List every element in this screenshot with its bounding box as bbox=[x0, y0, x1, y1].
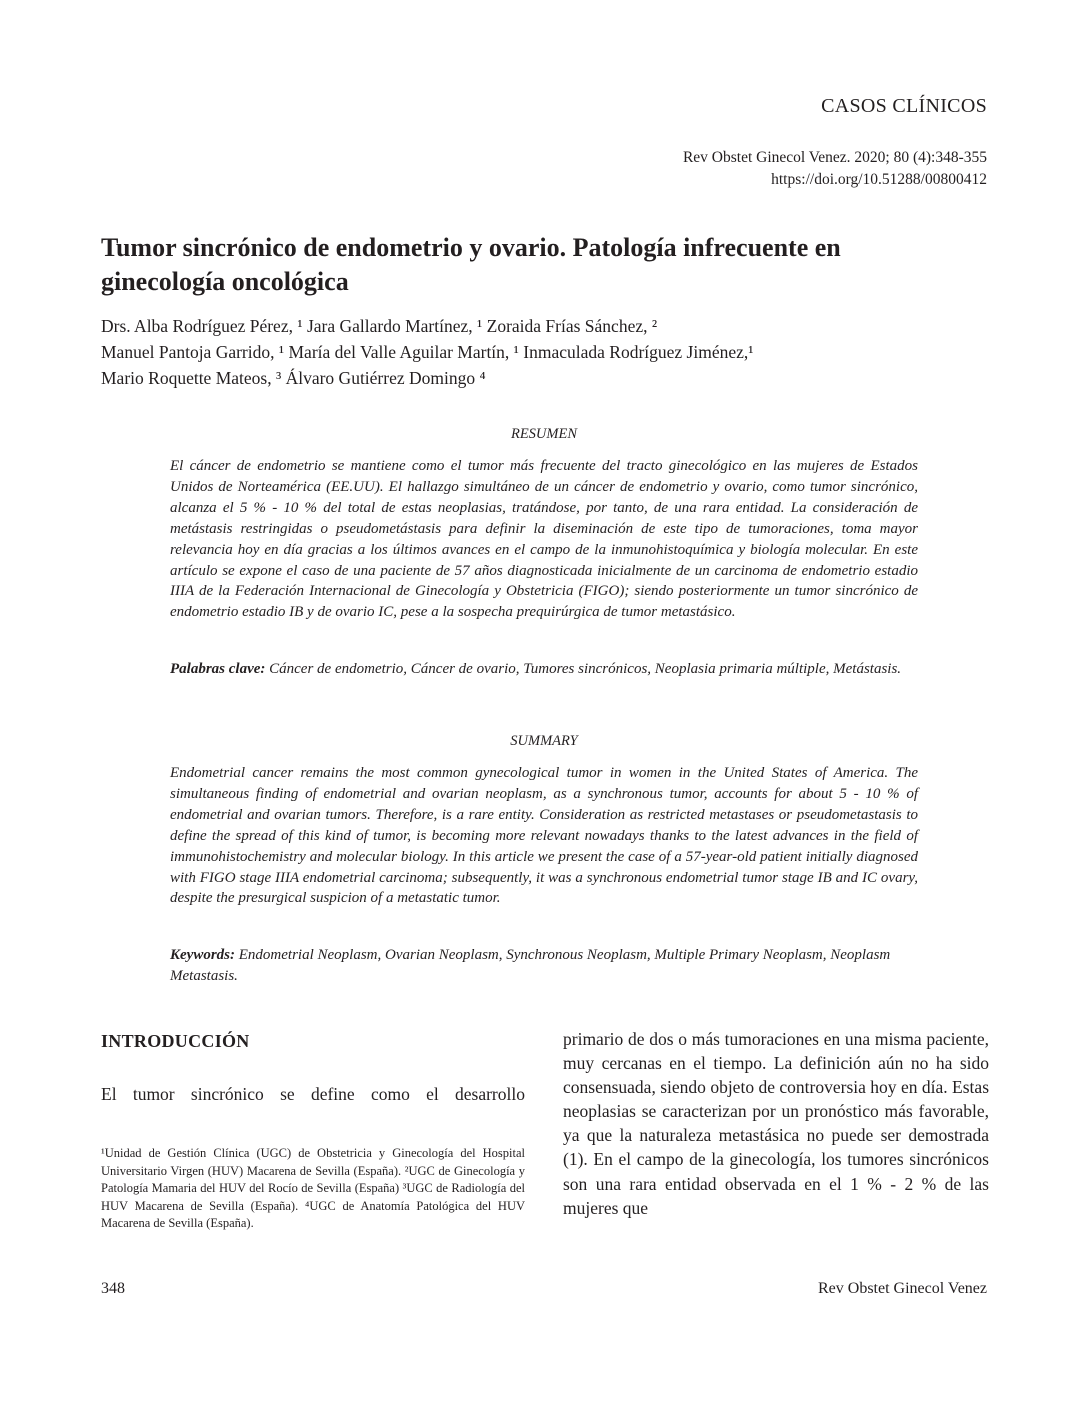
page-number: 348 bbox=[101, 1280, 125, 1297]
keywords-text: Cáncer de endometrio, Cáncer de ovario, Tumores sincrónicos, Neoplasia primaria múltiple, Metástasis. bbox=[265, 661, 902, 677]
summary-keywords bbox=[170, 945, 918, 987]
intro-paragraph-right: primario de dos o más tumoraciones en una misma paciente, muy cercanas en el tiempo. La definición aún no ha sido consensuada, siendo objeto de controversia hoy en día. Estas neoplasias se caracterizan por un pronóstico más favorable, ya que la naturaleza metastásica no puede ser demostrada (1). En el campo de la ginecología, los tumores sincrónicos son una rara entidad observada en el 1 % - 2 % de las mujeres que bbox=[563, 1029, 989, 1218]
authors-line-3: Mario Roquette Mateos, ³ Álvaro Gutiérrez Domingo ⁴ bbox=[101, 368, 486, 388]
keywords-text: Endometrial Neoplasm, Ovarian Neoplasm, Synchronous Neoplasm, Multiple Primary Neoplasm, Neoplasm Metastasis. bbox=[170, 947, 891, 984]
summary-heading: SUMMARY bbox=[510, 733, 578, 749]
resumen-body: El cáncer de endometrio se mantiene como el tumor más frecuente del tracto ginecológico en las mujeres de Estados Unidos de Norteamérica (EE.UU). El hallazgo simultáneo de un cáncer de endometrio y ovario, como tumor sincrónico, alcanza el 5 % - 10 % del total de estas neoplasias, tratándose, por tanto, de una rara entidad. La consideración de metástasis restringidas o pseudometástasis para definir la diseminación de este tipo de tumoraciones, toma mayor relevancia hoy en día gracias a los últimos avances en el campo de la inmunohistoquímica y biología molecular. En este artículo se expone el caso de una paciente de 57 años diagnosticada inicialmente de un carcinoma de endometrio estadio IIIA de la Federación Internacional de Ginecología y Obstetricia (FIGO); siendo posteriormente un tumor sincrónico de endometrio estadio IB y de ovario IC, pese a la sospecha prequirúrgica de tumor metastásico. bbox=[170, 458, 918, 621]
section-heading-introduccion: INTRODUCCIÓN bbox=[101, 1031, 250, 1051]
resumen-keywords bbox=[170, 659, 918, 680]
section-label: CASOS CLÍNICOS bbox=[821, 95, 987, 117]
summary-body: Endometrial cancer remains the most common gynecological tumor in women in the United States of America. The simultaneous finding of endometrial and ovarian neoplasm, as a synchronous tumor, accounts for about 5 - 10 % of endometrial and ovarian tumors. Therefore, is a rare entity. Consideration as restricted metastases or pseudometastasis to define the spread of this kind of tumor, is becoming more relevant nowadays thanks to the latest advances in the field of immunohistochemistry and molecular biology. In this article we present the case of a 57-year-old patient initially diagnosed with FIGO stage IIIA endometrial carcinoma; subsequently, it was a synchronous endometrial tumor stage IB and IC ovary, despite the presurgical suspicion of a metastatic tumor. bbox=[170, 765, 918, 907]
authors-line-2: Manuel Pantoja Garrido, ¹ María del Valle Aguilar Martín, ¹ Inmaculada Rodríguez Jiménez,¹ bbox=[101, 342, 754, 362]
keywords-label: Keywords: bbox=[170, 947, 235, 963]
article-title: Tumor sincrónico de endometrio y ovario. Patología infrecuente en ginecología oncológica bbox=[101, 233, 841, 296]
author-list bbox=[101, 313, 1001, 391]
affiliations-footnote: ¹Unidad de Gestión Clínica (UGC) de Obstetricia y Ginecología del Hospital Universitario Virgen (HUV) Macarena de Sevilla (España). ²UGC de Ginecología y Patología Mamaria del HUV del Rocío de Sevilla (España) ³UGC de Radiología del HUV Macarena de Sevilla (España). ⁴UGC de Anatomía Patológica del HUV Macarena de Sevilla (España). bbox=[101, 1146, 525, 1230]
keywords-label: Palabras clave: bbox=[170, 661, 266, 677]
authors-line-1: Drs. Alba Rodríguez Pérez, ¹ Jara Gallardo Martínez, ¹ Zoraida Frías Sánchez, ² bbox=[101, 316, 658, 336]
doi-link[interactable]: https://doi.org/10.51288/00800412 bbox=[771, 171, 987, 188]
citation bbox=[683, 147, 987, 191]
citation-reference: Rev Obstet Ginecol Venez. 2020; 80 (4):348-355 bbox=[682, 149, 987, 166]
intro-paragraph-left: El tumor sincrónico se define como el desarrollo bbox=[101, 1084, 525, 1104]
resumen-heading: RESUMEN bbox=[510, 426, 578, 442]
journal-footer: Rev Obstet Ginecol Venez bbox=[818, 1280, 987, 1297]
